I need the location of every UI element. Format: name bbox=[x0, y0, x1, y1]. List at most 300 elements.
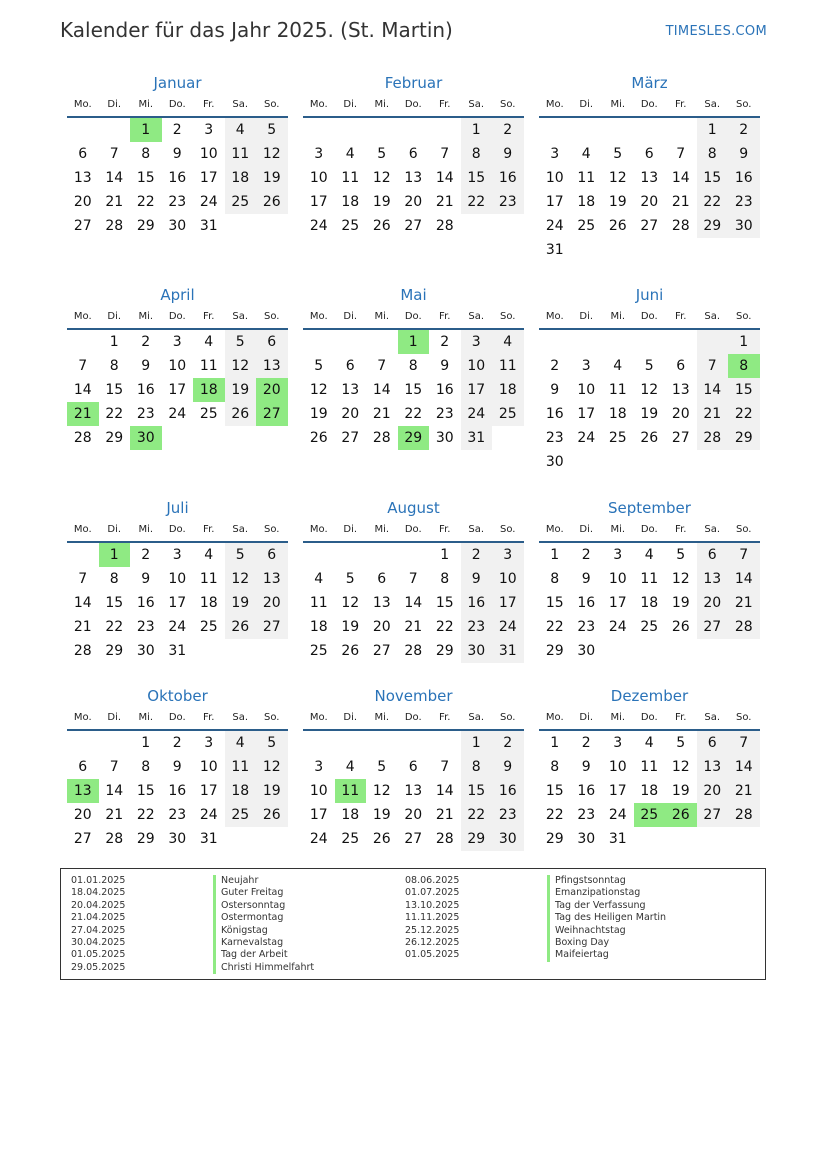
holiday-day-cell: 1 bbox=[99, 543, 131, 567]
day-cell: 26 bbox=[225, 615, 257, 639]
day-cell: 4 bbox=[314, 571, 324, 587]
day-cell: 26 bbox=[372, 831, 391, 847]
day-cell: 2 bbox=[461, 543, 493, 567]
holiday-date: 01.01.2025 bbox=[71, 875, 126, 886]
day-cell: 29 bbox=[105, 430, 124, 446]
day-cell: 15 bbox=[136, 783, 155, 799]
day-cell: 31 bbox=[461, 426, 493, 450]
day-cell: 5 bbox=[256, 731, 288, 755]
day-cell: 22 bbox=[545, 807, 564, 823]
day-cell: 11 bbox=[577, 170, 596, 186]
day-cell: 27 bbox=[697, 615, 729, 639]
weekday-label: So. bbox=[500, 99, 516, 110]
month-name: Januar bbox=[153, 74, 202, 92]
day-cell: 11 bbox=[199, 571, 218, 587]
day-cell: 30 bbox=[577, 643, 596, 659]
day-cell: 10 bbox=[309, 783, 328, 799]
empty-cell bbox=[539, 330, 571, 354]
weekday-label: Mi. bbox=[138, 311, 154, 322]
day-cell: 17 bbox=[309, 807, 328, 823]
day-cell: 20 bbox=[341, 406, 360, 422]
day-cell: 3 bbox=[492, 543, 524, 567]
empty-cell bbox=[67, 118, 99, 142]
day-cell: 27 bbox=[73, 831, 92, 847]
day-cell: 16 bbox=[492, 166, 524, 190]
day-cell: 24 bbox=[168, 619, 187, 635]
day-cell: 26 bbox=[256, 190, 288, 214]
day-cell: 16 bbox=[577, 783, 596, 799]
holiday-date: 18.04.2025 bbox=[71, 887, 126, 899]
day-cell: 21 bbox=[73, 619, 92, 635]
day-cell: 21 bbox=[105, 807, 124, 823]
weekday-header bbox=[67, 94, 288, 118]
weekday-header bbox=[303, 707, 524, 731]
day-cell: 2 bbox=[172, 122, 182, 138]
weekday-label: Do. bbox=[404, 99, 422, 110]
month-name: Juni bbox=[635, 286, 664, 304]
weekday-label: Do. bbox=[404, 524, 422, 535]
weekday-label: Di. bbox=[107, 524, 122, 535]
day-cell: 26 bbox=[372, 218, 391, 234]
day-cell: 9 bbox=[172, 759, 182, 775]
day-cell: 10 bbox=[199, 146, 218, 162]
month-12 bbox=[539, 685, 760, 851]
day-cell: 15 bbox=[461, 166, 493, 190]
day-cell: 14 bbox=[73, 595, 92, 611]
month-name: Oktober bbox=[147, 687, 208, 705]
day-cell: 15 bbox=[728, 378, 760, 402]
empty-cell bbox=[571, 118, 603, 142]
day-cell: 24 bbox=[461, 402, 493, 426]
weekday-label: Do. bbox=[640, 524, 658, 535]
day-cell: 17 bbox=[168, 382, 187, 398]
weekday-label: Di. bbox=[107, 712, 122, 723]
weekday-label: Di. bbox=[107, 99, 122, 110]
weekday-label: Do. bbox=[404, 712, 422, 723]
day-cell: 18 bbox=[341, 807, 360, 823]
weekday-label: So. bbox=[736, 311, 752, 322]
day-cell: 13 bbox=[697, 567, 729, 591]
day-cell: 14 bbox=[404, 595, 423, 611]
weekday-label: Mi. bbox=[374, 712, 390, 723]
day-cell: 23 bbox=[136, 619, 155, 635]
day-cell: 4 bbox=[345, 759, 355, 775]
empty-cell bbox=[335, 731, 367, 755]
day-cell: 28 bbox=[671, 218, 690, 234]
day-cell: 3 bbox=[204, 735, 214, 751]
month-name: April bbox=[160, 286, 195, 304]
day-cell: 29 bbox=[697, 214, 729, 238]
day-cell: 24 bbox=[608, 807, 627, 823]
weekday-label: Do. bbox=[640, 712, 658, 723]
day-cell: 2 bbox=[492, 118, 524, 142]
day-cell: 20 bbox=[404, 807, 423, 823]
day-cell: 27 bbox=[697, 803, 729, 827]
weekday-label: Fr. bbox=[439, 524, 451, 535]
legend-right-dates bbox=[405, 875, 459, 962]
empty-cell bbox=[303, 118, 335, 142]
day-cell: 6 bbox=[78, 146, 88, 162]
month-1 bbox=[67, 72, 288, 238]
day-cell: 29 bbox=[105, 643, 124, 659]
day-cell: 17 bbox=[492, 591, 524, 615]
day-cell: 19 bbox=[372, 194, 391, 210]
weekday-header bbox=[539, 519, 760, 543]
month-name: August bbox=[387, 499, 440, 517]
day-cell: 26 bbox=[640, 430, 659, 446]
day-cell: 19 bbox=[671, 783, 690, 799]
day-cell: 9 bbox=[141, 358, 151, 374]
weekday-label: Sa. bbox=[468, 524, 485, 535]
day-cell: 5 bbox=[256, 118, 288, 142]
day-cell: 6 bbox=[697, 731, 729, 755]
weekday-label: So. bbox=[264, 311, 280, 322]
day-cell: 11 bbox=[640, 571, 659, 587]
day-cell: 26 bbox=[608, 218, 627, 234]
holiday-date: 27.04.2025 bbox=[71, 924, 126, 936]
holiday-date: 01.07.2025 bbox=[405, 887, 460, 899]
day-cell: 11 bbox=[341, 170, 360, 186]
day-grid bbox=[539, 118, 760, 262]
day-cell: 8 bbox=[109, 358, 119, 374]
holiday-name: Tag der Verfassung bbox=[547, 900, 666, 912]
day-cell: 16 bbox=[728, 166, 760, 190]
day-cell: 1 bbox=[697, 118, 729, 142]
holiday-date: 11.11.2025 bbox=[405, 912, 460, 924]
day-cell: 16 bbox=[577, 595, 596, 611]
day-cell: 28 bbox=[697, 426, 729, 450]
day-cell: 16 bbox=[492, 779, 524, 803]
holiday-date: 30.04.2025 bbox=[71, 936, 126, 948]
empty-cell bbox=[366, 731, 398, 755]
month-name: November bbox=[374, 687, 453, 705]
day-cell: 19 bbox=[309, 406, 328, 422]
day-cell: 12 bbox=[671, 571, 690, 587]
day-grid bbox=[303, 330, 524, 450]
day-cell: 27 bbox=[341, 430, 360, 446]
day-cell: 21 bbox=[435, 807, 454, 823]
month-9 bbox=[539, 497, 760, 663]
day-cell: 25 bbox=[199, 619, 218, 635]
day-grid bbox=[539, 330, 760, 474]
holiday-day-cell: 21 bbox=[67, 402, 99, 426]
day-cell: 17 bbox=[199, 783, 218, 799]
day-cell: 9 bbox=[581, 571, 591, 587]
day-cell: 27 bbox=[73, 218, 92, 234]
day-cell: 22 bbox=[435, 619, 454, 635]
day-cell: 9 bbox=[492, 755, 524, 779]
day-cell: 20 bbox=[372, 619, 391, 635]
day-cell: 18 bbox=[608, 406, 627, 422]
day-cell: 18 bbox=[492, 378, 524, 402]
day-cell: 7 bbox=[408, 571, 418, 587]
weekday-label: Mo. bbox=[73, 524, 92, 535]
day-cell: 6 bbox=[345, 358, 355, 374]
day-cell: 30 bbox=[136, 643, 155, 659]
weekday-header bbox=[67, 519, 288, 543]
day-cell: 23 bbox=[577, 619, 596, 635]
weekday-label: Sa. bbox=[468, 712, 485, 723]
day-cell: 23 bbox=[577, 807, 596, 823]
day-cell: 30 bbox=[168, 218, 187, 234]
day-cell: 4 bbox=[613, 358, 623, 374]
empty-cell bbox=[539, 118, 571, 142]
day-cell: 10 bbox=[309, 170, 328, 186]
day-cell: 12 bbox=[671, 759, 690, 775]
weekday-label: Fr. bbox=[203, 99, 215, 110]
weekday-label: Do. bbox=[640, 311, 658, 322]
holiday-date: 26.12.2025 bbox=[405, 936, 460, 948]
weekday-label: Di. bbox=[343, 311, 358, 322]
holiday-name: Karnevalstag bbox=[213, 937, 314, 949]
day-cell: 12 bbox=[372, 783, 391, 799]
day-cell: 29 bbox=[545, 643, 564, 659]
empty-cell bbox=[398, 118, 430, 142]
day-cell: 10 bbox=[577, 382, 596, 398]
day-cell: 3 bbox=[613, 547, 623, 563]
month-11 bbox=[303, 685, 524, 851]
day-cell: 3 bbox=[550, 146, 560, 162]
day-cell: 1 bbox=[109, 334, 119, 350]
day-cell: 28 bbox=[728, 615, 760, 639]
weekday-label: Mi. bbox=[374, 99, 390, 110]
weekday-label: So. bbox=[500, 712, 516, 723]
day-cell: 22 bbox=[728, 402, 760, 426]
weekday-label: So. bbox=[264, 524, 280, 535]
day-cell: 1 bbox=[550, 547, 560, 563]
day-cell: 7 bbox=[697, 354, 729, 378]
weekday-label: Sa. bbox=[704, 311, 721, 322]
day-cell: 9 bbox=[550, 382, 560, 398]
day-cell: 3 bbox=[613, 735, 623, 751]
legend-left-names bbox=[213, 875, 314, 974]
empty-cell bbox=[303, 731, 335, 755]
empty-cell bbox=[398, 543, 430, 567]
day-cell: 8 bbox=[550, 571, 560, 587]
day-cell: 14 bbox=[105, 783, 124, 799]
day-cell: 22 bbox=[545, 619, 564, 635]
day-cell: 28 bbox=[73, 643, 92, 659]
day-cell: 9 bbox=[141, 571, 151, 587]
day-cell: 9 bbox=[461, 567, 493, 591]
holiday-day-cell: 26 bbox=[665, 803, 697, 827]
day-cell: 19 bbox=[671, 595, 690, 611]
month-5 bbox=[303, 284, 524, 450]
day-cell: 11 bbox=[640, 759, 659, 775]
day-cell: 19 bbox=[372, 807, 391, 823]
month-name: Dezember bbox=[610, 687, 689, 705]
day-cell: 5 bbox=[644, 358, 654, 374]
day-cell: 17 bbox=[545, 194, 564, 210]
holiday-date: 01.05.2025 bbox=[405, 949, 460, 961]
day-cell: 6 bbox=[408, 759, 418, 775]
holiday-name: Königstag bbox=[213, 925, 314, 937]
holiday-day-cell: 20 bbox=[256, 378, 288, 402]
empty-cell bbox=[67, 543, 99, 567]
day-cell: 19 bbox=[341, 619, 360, 635]
day-cell: 4 bbox=[225, 731, 257, 755]
day-cell: 29 bbox=[435, 643, 454, 659]
day-cell: 5 bbox=[314, 358, 324, 374]
day-cell: 1 bbox=[728, 330, 760, 354]
day-cell: 26 bbox=[309, 430, 328, 446]
day-cell: 24 bbox=[608, 619, 627, 635]
day-cell: 2 bbox=[141, 334, 151, 350]
weekday-header bbox=[303, 94, 524, 118]
month-name: Februar bbox=[384, 74, 443, 92]
day-cell: 6 bbox=[644, 146, 654, 162]
day-cell: 31 bbox=[199, 218, 218, 234]
weekday-label: Mo. bbox=[545, 99, 564, 110]
day-cell: 15 bbox=[435, 595, 454, 611]
day-cell: 8 bbox=[461, 142, 493, 166]
day-cell: 21 bbox=[728, 779, 760, 803]
day-cell: 30 bbox=[492, 827, 524, 851]
day-cell: 23 bbox=[728, 190, 760, 214]
weekday-label: Fr. bbox=[439, 712, 451, 723]
day-cell: 12 bbox=[608, 170, 627, 186]
weekday-label: Fr. bbox=[439, 99, 451, 110]
month-3 bbox=[539, 72, 760, 262]
holiday-legend bbox=[60, 868, 766, 980]
day-cell: 20 bbox=[697, 779, 729, 803]
day-cell: 8 bbox=[141, 759, 151, 775]
weekday-label: Mi. bbox=[610, 524, 626, 535]
day-cell: 12 bbox=[341, 595, 360, 611]
day-cell: 26 bbox=[341, 643, 360, 659]
day-cell: 10 bbox=[168, 571, 187, 587]
day-cell: 2 bbox=[550, 358, 560, 374]
weekday-label: Di. bbox=[579, 99, 594, 110]
day-cell: 10 bbox=[608, 571, 627, 587]
day-cell: 5 bbox=[676, 735, 686, 751]
holiday-name: Pfingstsonntag bbox=[547, 875, 666, 887]
day-cell: 21 bbox=[671, 194, 690, 210]
holiday-day-cell: 1 bbox=[130, 118, 162, 142]
day-cell: 15 bbox=[105, 382, 124, 398]
day-cell: 31 bbox=[608, 831, 627, 847]
weekday-label: Mo. bbox=[309, 99, 328, 110]
brand-logo-text[interactable]: TIMESLES.COM bbox=[665, 24, 767, 39]
weekday-label: Di. bbox=[579, 311, 594, 322]
day-cell: 28 bbox=[404, 643, 423, 659]
day-cell: 13 bbox=[256, 354, 288, 378]
day-cell: 27 bbox=[404, 218, 423, 234]
holiday-date: 01.05.2025 bbox=[71, 949, 126, 961]
day-cell: 22 bbox=[105, 406, 124, 422]
weekday-label: Do. bbox=[168, 524, 186, 535]
holiday-name: Maifeiertag bbox=[547, 949, 666, 961]
empty-cell bbox=[665, 330, 697, 354]
page-title: Kalender für das Jahr 2025. (St. Martin) bbox=[60, 18, 453, 42]
day-cell: 18 bbox=[199, 595, 218, 611]
day-cell: 20 bbox=[73, 807, 92, 823]
holiday-day-cell: 18 bbox=[193, 378, 225, 402]
weekday-label: Mo. bbox=[309, 524, 328, 535]
day-cell: 5 bbox=[676, 547, 686, 563]
day-cell: 25 bbox=[199, 406, 218, 422]
day-cell: 5 bbox=[225, 543, 257, 567]
weekday-label: Do. bbox=[168, 712, 186, 723]
legend-left-dates bbox=[71, 875, 125, 974]
day-cell: 10 bbox=[492, 567, 524, 591]
day-cell: 11 bbox=[225, 142, 257, 166]
legend-right-names bbox=[547, 875, 666, 962]
day-cell: 11 bbox=[309, 595, 328, 611]
day-cell: 29 bbox=[728, 426, 760, 450]
day-cell: 7 bbox=[728, 731, 760, 755]
weekday-label: Do. bbox=[168, 311, 186, 322]
weekday-label: So. bbox=[264, 99, 280, 110]
day-cell: 10 bbox=[545, 170, 564, 186]
weekday-label: Fr. bbox=[675, 712, 687, 723]
day-cell: 2 bbox=[728, 118, 760, 142]
weekday-label: Mo. bbox=[309, 712, 328, 723]
empty-cell bbox=[366, 543, 398, 567]
day-cell: 2 bbox=[581, 735, 591, 751]
empty-cell bbox=[429, 731, 461, 755]
day-cell: 7 bbox=[440, 759, 450, 775]
weekday-header bbox=[67, 707, 288, 731]
weekday-label: Di. bbox=[343, 712, 358, 723]
day-cell: 6 bbox=[377, 571, 387, 587]
day-cell: 22 bbox=[136, 807, 155, 823]
holiday-day-cell: 1 bbox=[398, 330, 430, 354]
empty-cell bbox=[335, 543, 367, 567]
weekday-label: Mi. bbox=[374, 311, 390, 322]
day-cell: 17 bbox=[309, 194, 328, 210]
day-cell: 3 bbox=[314, 759, 324, 775]
day-grid bbox=[303, 118, 524, 238]
day-cell: 13 bbox=[372, 595, 391, 611]
day-cell: 22 bbox=[136, 194, 155, 210]
day-cell: 11 bbox=[608, 382, 627, 398]
day-cell: 27 bbox=[671, 430, 690, 446]
day-cell: 11 bbox=[492, 354, 524, 378]
day-cell: 25 bbox=[341, 831, 360, 847]
day-cell: 24 bbox=[545, 218, 564, 234]
day-cell: 3 bbox=[172, 334, 182, 350]
day-cell: 4 bbox=[581, 146, 591, 162]
empty-cell bbox=[429, 118, 461, 142]
day-cell: 7 bbox=[440, 146, 450, 162]
day-cell: 14 bbox=[728, 567, 760, 591]
day-cell: 4 bbox=[644, 735, 654, 751]
day-cell: 26 bbox=[225, 402, 257, 426]
weekday-label: Mi. bbox=[138, 524, 154, 535]
day-cell: 20 bbox=[404, 194, 423, 210]
empty-cell bbox=[99, 118, 131, 142]
day-cell: 24 bbox=[168, 406, 187, 422]
day-cell: 5 bbox=[377, 146, 387, 162]
month-2 bbox=[303, 72, 524, 238]
day-cell: 12 bbox=[256, 142, 288, 166]
day-cell: 4 bbox=[225, 118, 257, 142]
month-8 bbox=[303, 497, 524, 663]
day-cell: 31 bbox=[492, 639, 524, 663]
day-cell: 13 bbox=[671, 382, 690, 398]
day-grid bbox=[67, 118, 288, 238]
day-cell: 12 bbox=[225, 567, 257, 591]
weekday-label: Sa. bbox=[232, 524, 249, 535]
holiday-date: 25.12.2025 bbox=[405, 924, 460, 936]
day-cell: 5 bbox=[345, 571, 355, 587]
day-cell: 2 bbox=[440, 334, 450, 350]
empty-cell bbox=[335, 330, 367, 354]
holiday-name: Guter Freitag bbox=[213, 887, 314, 899]
day-cell: 19 bbox=[640, 406, 659, 422]
weekday-label: Mo. bbox=[545, 524, 564, 535]
